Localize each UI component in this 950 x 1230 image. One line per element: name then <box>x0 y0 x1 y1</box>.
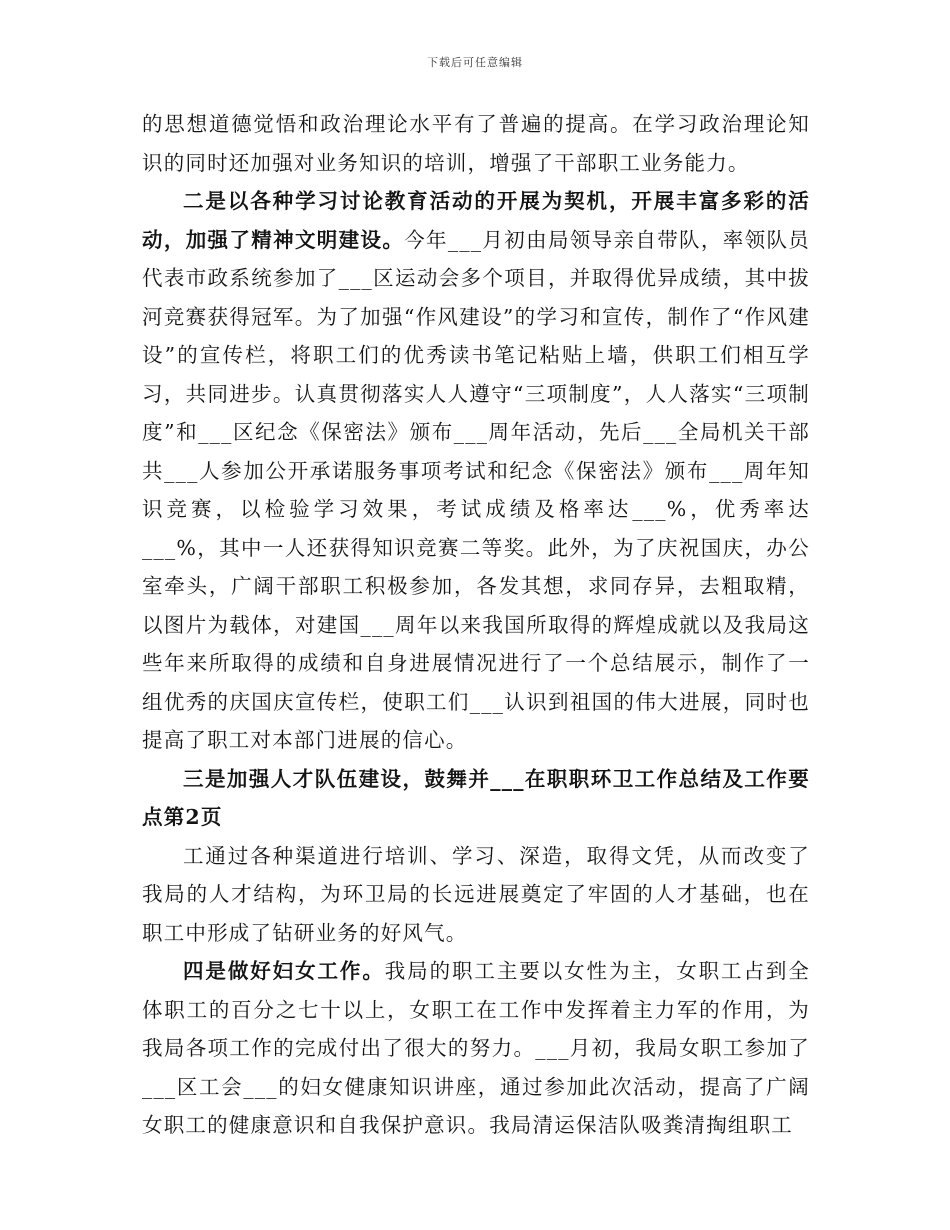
paragraph-4-text: 工通过各种渠道进行培训、学习、深造，取得文凭，从而改变了我局的人才结构，为环卫局的长远进展奠定了牢固的人才基础，也在职工中形成了钻研业务的好风气。 <box>142 843 810 945</box>
paragraph-5 <box>142 952 810 1145</box>
paragraph-5-bold: 四是做好妇女工作。 <box>183 959 385 983</box>
paragraph-2-bold: 二是以各种学习讨论教育活动的开展为契机，开展丰富多彩的活动，加强了精神文明建设。 <box>142 189 810 252</box>
paragraph-1 <box>142 105 810 182</box>
paragraph-2-text: 今年___月初由局领导亲自带队，率领队员代表市政系统参加了___区运动会多个项目，并取得优异成绩，其中拔河竞赛获得冠军。为了加强“作风建设”的学习和宣传，制作了“作风建设”的宣传栏，将职工们的优秀读书笔记粘贴上墙，供职工们相互学习，共同进步。认真贯彻落实人人遵守“三项制度”，人人落实“三项制度”和___区纪念《保密法》颁布___周年活动，先后___全局机关干部共___人参加公开承诺服务事项考试和纪念《保密法》颁布___周年知识竞赛，以检验学习效果，考试成绩及格率达___%，优秀率达___%，其中一人还获得知识竞赛二等奖。此外，为了庆祝国庆，办公室牵头，广阔干部职工积极参加，各发其想，求同存异，去粗取精，以图片为载体，对建国___周年以来我国所取得的辉煌成就以及我局这些年来所取得的成绩和自身进展情况进行了一个总结展示，制作了一组优秀的庆国庆宣传栏，使职工们___认识到祖国的伟大进展，同时也提高了职工对本部门进展的信心。 <box>142 227 810 752</box>
paragraph-3 <box>142 760 810 837</box>
paragraph-1-text: 的思想道德觉悟和政治理论水平有了普遍的提高。在学习政治理论知识的同时还加强对业务知识的培训，增强了干部职工业务能力。 <box>142 112 810 175</box>
page-header: 下载后可任意编辑 <box>427 56 523 69</box>
paragraph-3-bold: 三是加强人才队伍建设，鼓舞并___在职职环卫工作总结及工作要点第2页 <box>142 766 810 829</box>
document-body <box>142 105 810 1145</box>
paragraph-4 <box>142 837 810 953</box>
paragraph-2 <box>142 182 810 760</box>
paragraph-5-text: 我局的职工主要以女性为主，女职工占到全体职工的百分之七十以上，女职工在工作中发挥着主力军的作用，为我局各项工作的完成付出了很大的努力。___月初，我局女职工参加了___区工会___的妇女健康知识讲座，通过参加此次活动，提高了广阔女职工的健康意识和自我保护意识。我局清运保洁队吸粪清掏组职工 <box>142 959 810 1137</box>
